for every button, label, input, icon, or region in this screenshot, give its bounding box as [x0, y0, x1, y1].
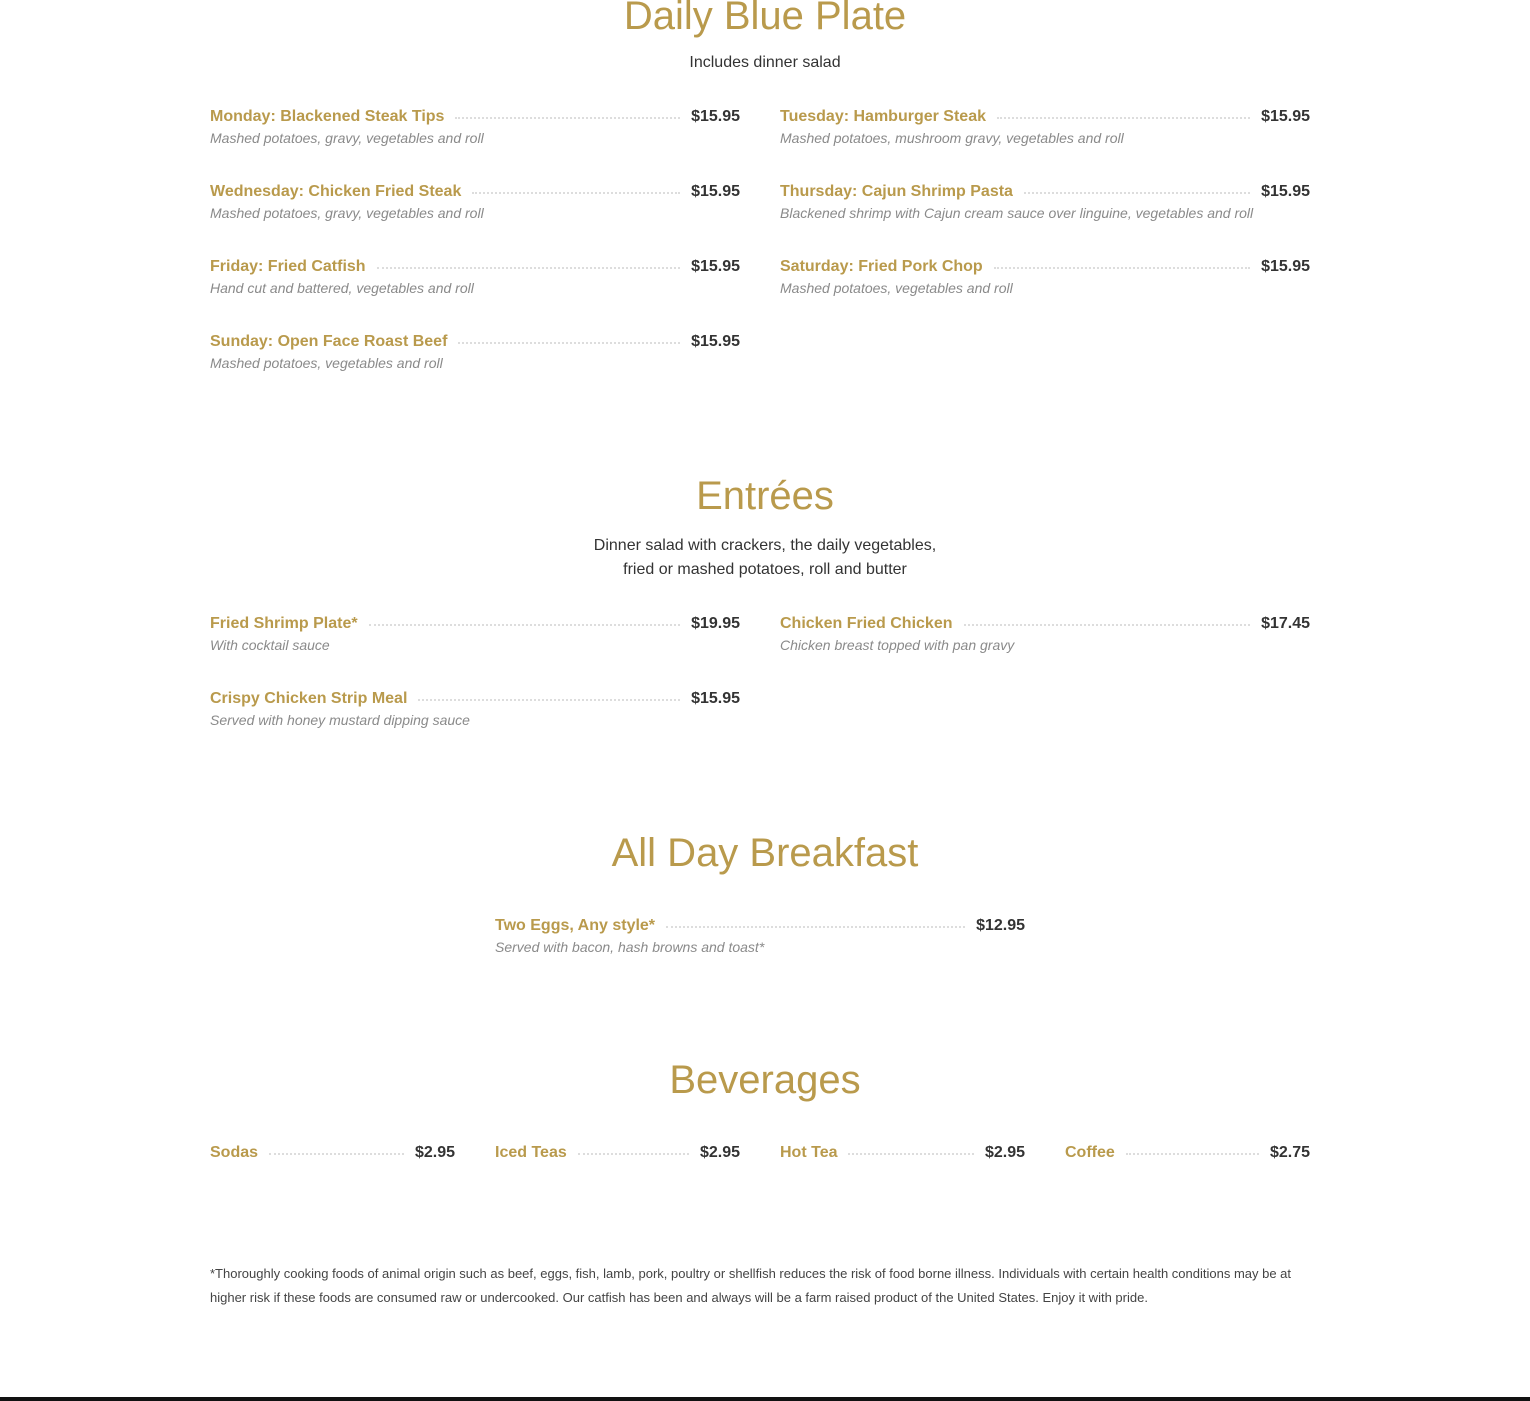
item-name: Fried Shrimp Plate* — [210, 615, 358, 632]
menu-item — [210, 687, 740, 739]
item-price: $15.95 — [691, 258, 740, 275]
menu-item — [780, 105, 1310, 157]
dot-leader — [472, 192, 680, 194]
item-name: Monday: Blackened Steak Tips — [210, 108, 445, 125]
item-price: $2.95 — [699, 1144, 740, 1161]
item-price: $15.95 — [1261, 258, 1310, 275]
item-name: Thursday: Cajun Shrimp Pasta — [780, 183, 1013, 200]
item-price: $15.95 — [1261, 108, 1310, 125]
beverages-title: Beverages — [669, 1058, 861, 1102]
item-price: $15.95 — [691, 183, 740, 200]
dot-leader — [1024, 192, 1250, 194]
item-price: $19.95 — [691, 615, 740, 632]
item-price: $2.95 — [414, 1144, 455, 1161]
item-price: $17.45 — [1261, 615, 1310, 632]
dot-leader — [418, 699, 680, 701]
entrees-subtitle-line2: fried or mashed potatoes, roll and butter — [623, 561, 907, 578]
daily-blue-plate-title: Daily Blue Plate — [623, 0, 907, 38]
dot-leader — [994, 267, 1250, 269]
dot-leader — [848, 1153, 973, 1155]
item-description: Blackened shrimp with Cajun cream sauce over linguine, vegetables and roll — [780, 205, 1254, 221]
menu-item — [210, 180, 740, 232]
item-description: Chicken breast topped with pan gravy — [780, 637, 1015, 653]
beverage-item — [495, 1141, 740, 1165]
menu-item — [780, 180, 1310, 232]
item-description: Mashed potatoes, vegetables and roll — [210, 355, 443, 371]
item-description: Mashed potatoes, gravy, vegetables and roll — [210, 130, 484, 146]
item-name: Saturday: Fried Pork Chop — [780, 258, 983, 275]
daily-blue-plate-subtitle: Includes dinner salad — [689, 54, 841, 71]
item-name: Sunday: Open Face Roast Beef — [210, 333, 448, 350]
beverage-item — [780, 1141, 1025, 1165]
item-name: Sodas — [210, 1144, 259, 1161]
item-description: Mashed potatoes, vegetables and roll — [780, 280, 1013, 296]
entrees-title: Entrées — [696, 474, 834, 518]
item-name: Coffee — [1065, 1144, 1115, 1161]
menu-item — [210, 105, 740, 157]
item-description: Served with honey mustard dipping sauce — [210, 712, 470, 728]
breakfast-title: All Day Breakfast — [611, 831, 919, 875]
item-name: Friday: Fried Catfish — [210, 258, 366, 275]
item-description: Mashed potatoes, mushroom gravy, vegetables and roll — [780, 130, 1124, 146]
footer-bar — [0, 1397, 1530, 1401]
item-name: Chicken Fried Chicken — [780, 615, 953, 632]
item-price: $15.95 — [691, 108, 740, 125]
item-name: Hot Tea — [780, 1144, 838, 1161]
menu-item — [210, 612, 740, 664]
menu-item — [780, 255, 1310, 307]
item-price: $2.95 — [984, 1144, 1025, 1161]
dot-leader — [997, 117, 1250, 119]
item-price: $15.95 — [691, 690, 740, 707]
dot-leader — [1126, 1153, 1259, 1155]
menu-item — [495, 914, 1025, 966]
item-description: Hand cut and battered, vegetables and roll — [210, 280, 474, 296]
menu-item — [780, 612, 1310, 664]
item-name: Tuesday: Hamburger Steak — [780, 108, 986, 125]
dot-leader — [377, 267, 680, 269]
item-name: Two Eggs, Any style* — [495, 917, 656, 934]
item-description: Served with bacon, hash browns and toast* — [495, 939, 765, 955]
beverage-item — [210, 1141, 455, 1165]
item-price: $12.95 — [976, 917, 1025, 934]
dot-leader — [578, 1153, 689, 1155]
item-name: Crispy Chicken Strip Meal — [210, 690, 408, 707]
dot-leader — [964, 624, 1251, 626]
menu-item — [210, 255, 740, 307]
dot-leader — [369, 624, 680, 626]
item-description: With cocktail sauce — [210, 637, 330, 653]
item-description: Mashed potatoes, gravy, vegetables and roll — [210, 205, 484, 221]
beverage-item — [1065, 1141, 1310, 1165]
menu-item — [210, 330, 740, 382]
item-name: Wednesday: Chicken Fried Steak — [210, 183, 462, 200]
item-name: Iced Teas — [495, 1144, 567, 1161]
dot-leader — [666, 926, 965, 928]
item-price: $2.75 — [1269, 1144, 1310, 1161]
dot-leader — [455, 117, 680, 119]
dot-leader — [269, 1153, 404, 1155]
entrees-subtitle-line1: Dinner salad with crackers, the daily vegetables, — [593, 537, 937, 554]
item-price: $15.95 — [1261, 183, 1310, 200]
food-safety-footnote: *Thoroughly cooking foods of animal origin such as beef, eggs, fish, lamb, pork, poultry or shellfish reduces the risk of food borne illness. Individuals with certain health conditions may be at higher risk if these foods are consumed raw or undercooked. Our catfish has been and always will be a farm raised product of the United States. Enjoy it with pride. — [210, 1266, 1292, 1305]
item-price: $15.95 — [691, 333, 740, 350]
dot-leader — [458, 342, 680, 344]
